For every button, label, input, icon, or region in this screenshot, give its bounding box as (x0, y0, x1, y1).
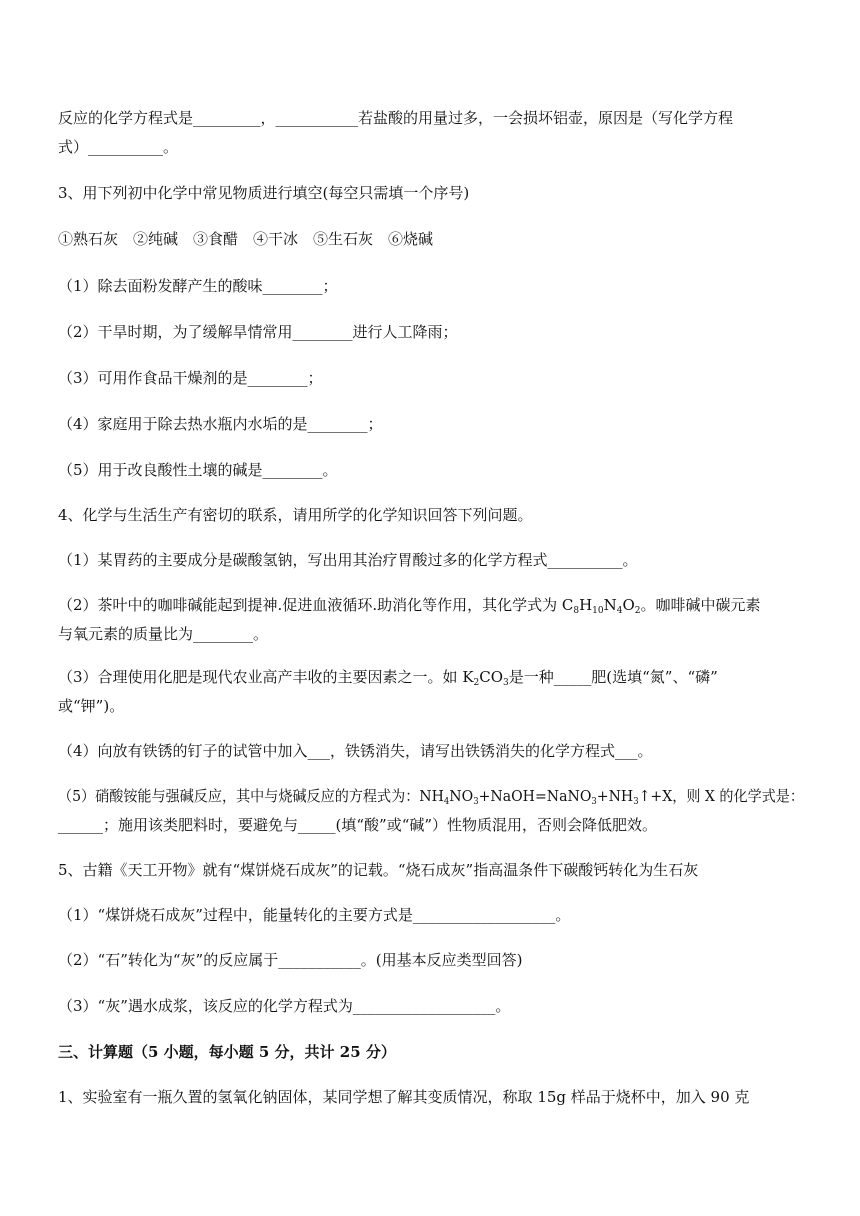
question-4-item-4: （4）向放有铁锈的钉子的试管中加入___，铁锈消失，请写出铁锈消失的化学方程式___。 (58, 742, 653, 760)
question-3-item-4: （4）家庭用于除去热水瓶内水垢的是________； (58, 415, 383, 433)
question-4-item-5-line-1: （5）硝酸铵能与强碱反应，其中与烧碱反应的方程式为：$NH_4NO_3+NaOH=NaNO_3+NH_3↑+X$，则 X 的化学式是： (58, 787, 804, 807)
question-4-stem: 4、化学与生活生产有密切的联系，请用所学的化学知识回答下列问题。 (58, 506, 533, 524)
question-2-answer-line: 式）__________。 (58, 138, 179, 156)
question-3-stem: 3、用下列初中化学中常见物质进行填空(每空只需填一个序号) (58, 184, 470, 202)
question-4-item-5-line-2: ______；施用该类肥料时，要避免与_____(填“酸”或“碱”）性物质混用，否则会降低肥效。 (58, 816, 658, 834)
question-2-continuation-line: 反应的化学方程式是_________，___________若盐酸的用量过多，一会损坏铝壶，原因是（写化学方程 (58, 109, 734, 127)
section-3-heading: 三、计算题（5 小题，每小题 5 分，共计 25 分） (58, 1043, 396, 1061)
question-3-item-1: （1）除去面粉发酵产生的酸味________； (58, 277, 338, 295)
question-4-item-2-line-2: 与氧元素的质量比为________。 (58, 625, 269, 643)
question-3-item-3: （3）可用作食品干燥剂的是________； (58, 369, 323, 387)
question-3-item-2: （2）干旱时期，为了缓解旱情常用________进行人工降雨； (58, 323, 458, 341)
calc-question-1-line: 1、实验室有一瓶久置的氢氧化钠固体，某同学想了解其变质情况，称取 15g 样品于烧杯中，加入 90 克 (58, 1088, 750, 1106)
question-4-item-3-line-1: （3）合理使用化肥是现代农业高产丰收的主要因素之一。如 $K_2CO_3$是一种_____肥(选填“氮”、“磷” (58, 668, 718, 688)
question-5-item-1: （1）“煤饼烧石成灰”过程中，能量转化的主要方式是___________________。 (58, 906, 571, 924)
question-3-options: ①熟石灰 ②纯碱 ③食醋 ④干冰 ⑤生石灰 ⑥烧碱 (58, 230, 434, 248)
question-5-stem: 5、古籍《天工开物》就有“煤饼烧石成灰”的记载。“烧石成灰”指高温条件下碳酸钙转化为生石灰 (58, 861, 699, 879)
question-5-item-3: （3）“灰”遇水成浆，该反应的化学方程式为___________________。 (58, 997, 511, 1015)
question-4-item-1: （1）某胃药的主要成分是碳酸氢钠，写出用其治疗胃酸过多的化学方程式__________。 (58, 551, 638, 569)
question-5-item-2: （2）“石”转化为“灰”的反应属于___________。(用基本反应类型回答) (58, 951, 523, 969)
question-4-item-2-line-1: （2）茶叶中的咖啡碱能起到提神.促进血液循环.助消化等作用，其化学式为 $C_8H_{10}N_4O_2$。咖啡碱中碳元素 (58, 596, 761, 616)
question-4-item-3-line-2: 或“钾”)。 (58, 697, 125, 715)
question-3-item-5: （5）用于改良酸性土壤的碱是________。 (58, 461, 338, 479)
